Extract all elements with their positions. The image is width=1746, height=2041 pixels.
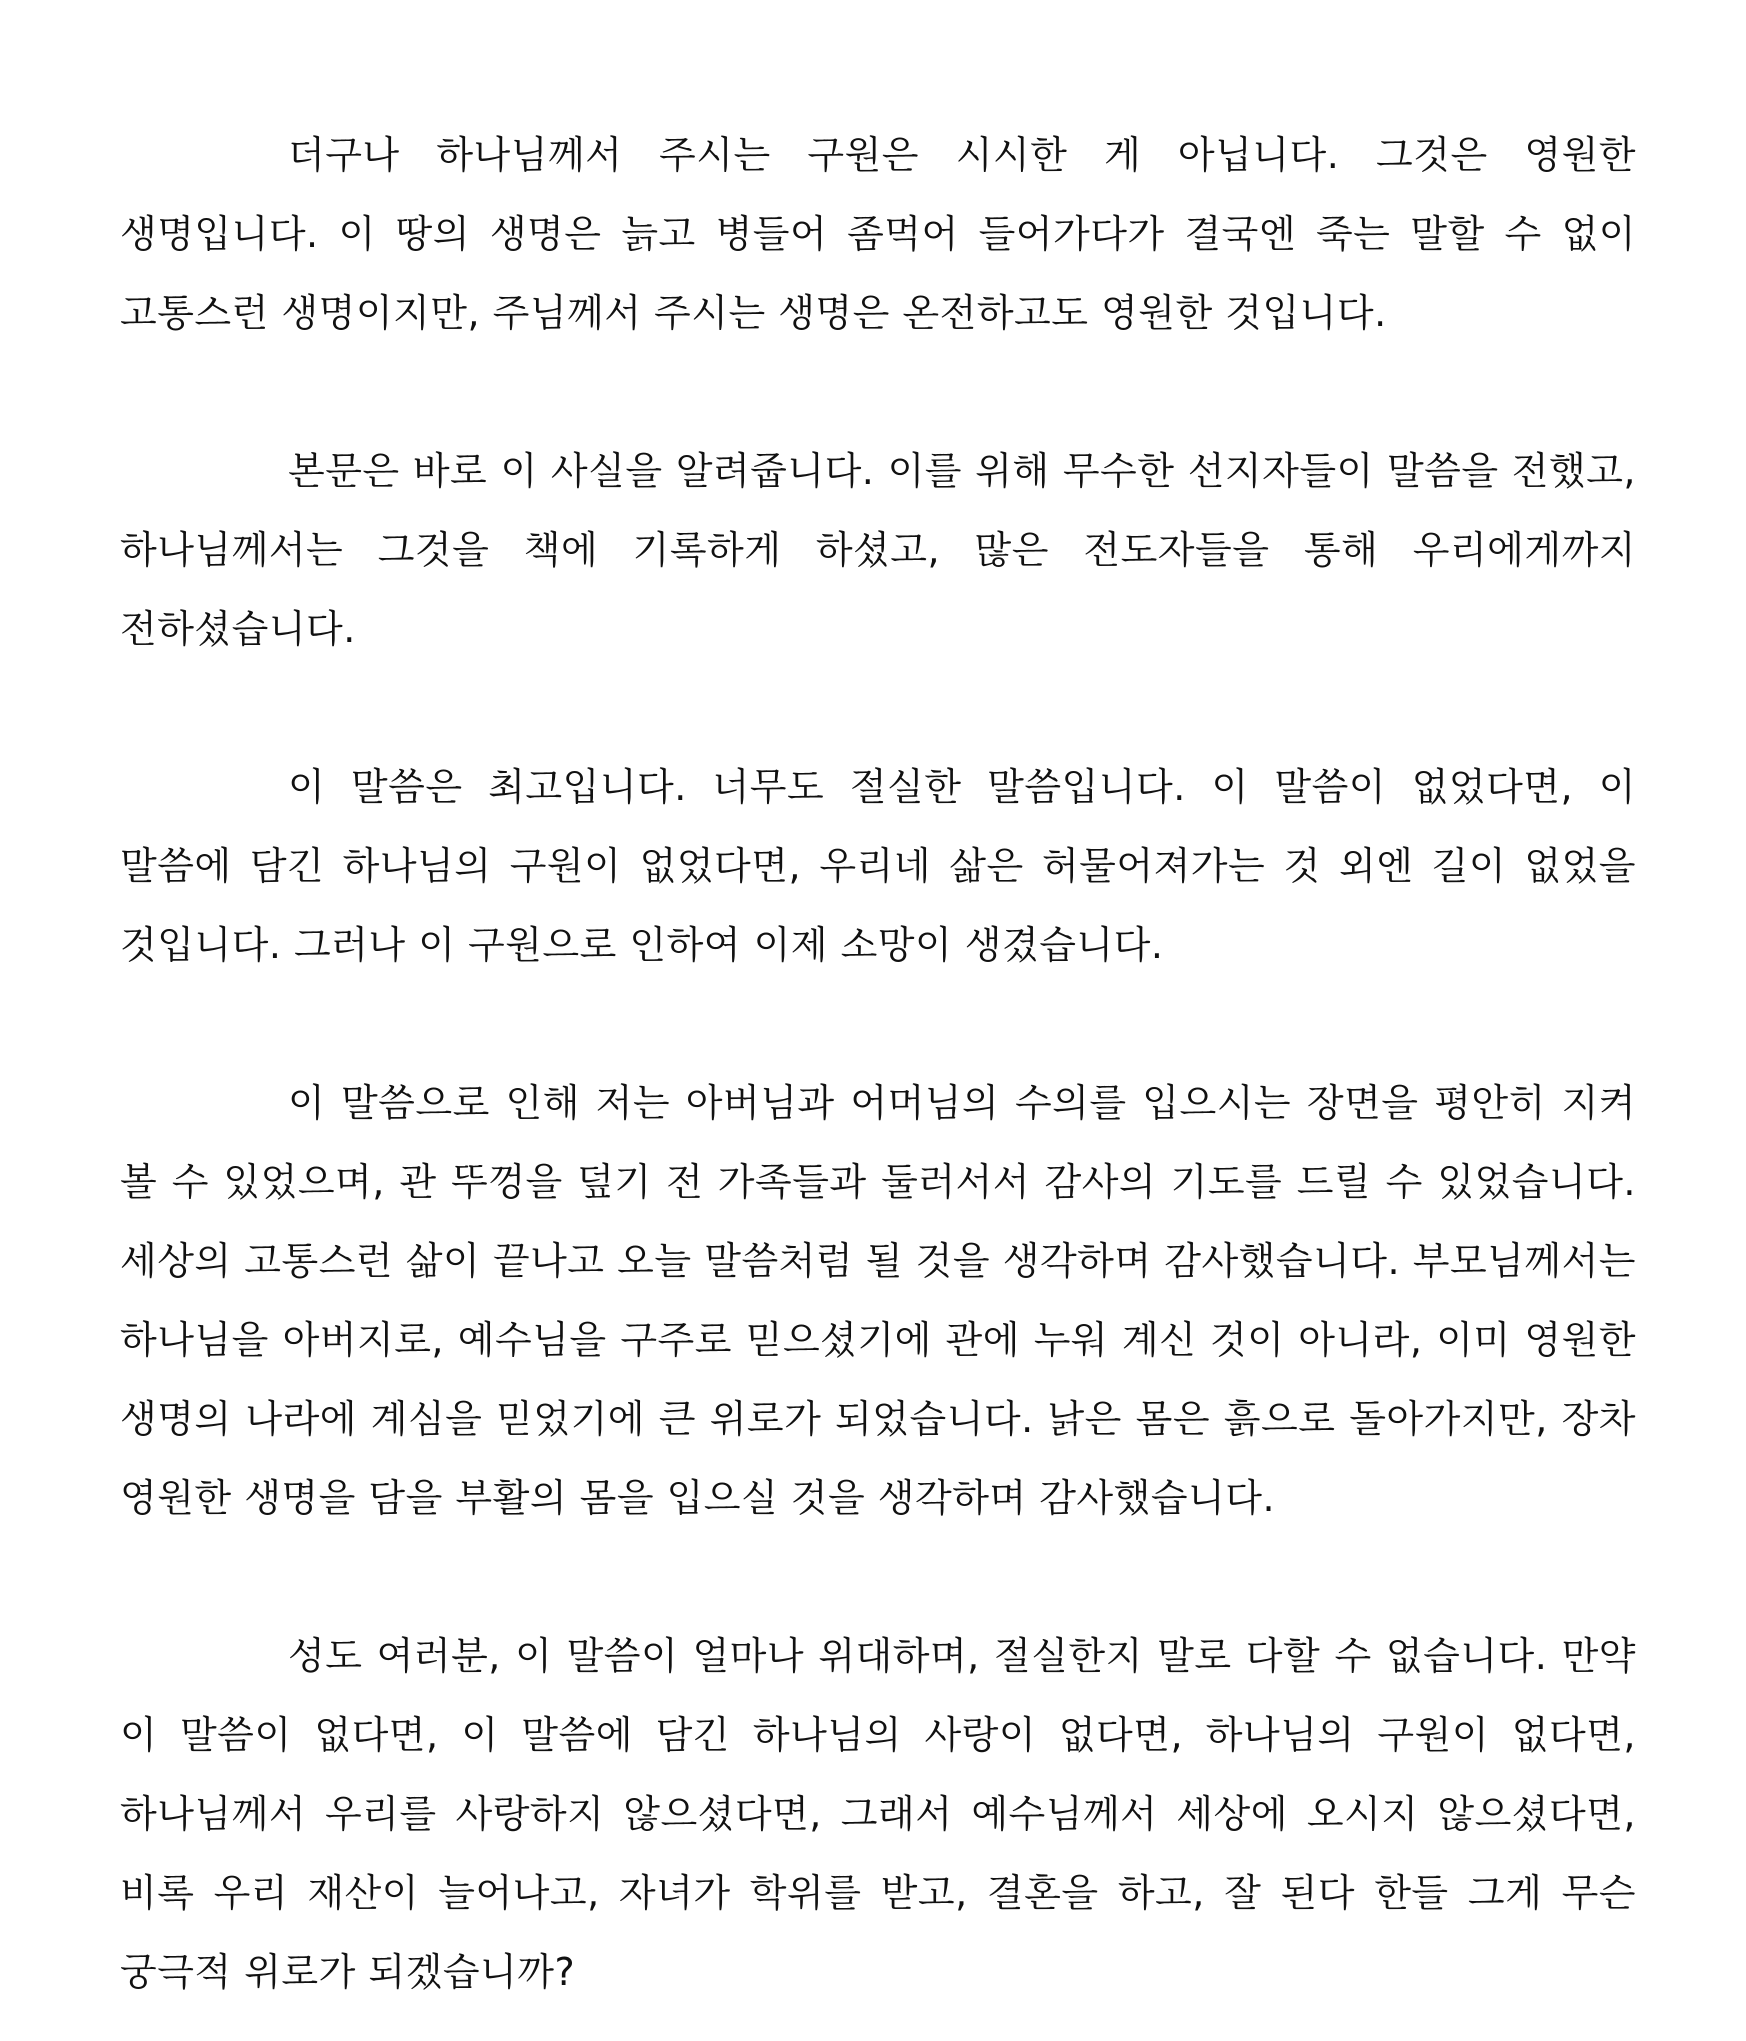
paragraph-1: 더구나 하나님께서 주시는 구원은 시시한 게 아닙니다. 그것은 영원한 생명입니다. 이 땅의 생명은 늙고 병들어 좀먹어 들어가다가 결국엔 죽는 말할 수 없이 고통스런 생명이지만, 주님께서 주시는 생명은 온전하고도 영원한 것입니다. (120, 133, 1636, 335)
paragraph-5: 성도 여러분, 이 말씀이 얼마나 위대하며, 절실한지 말로 다할 수 없습니다. 만약 이 말씀이 없다면, 이 말씀에 담긴 하나님의 사랑이 없다면, 하나님의 구원이 없다면, 하나님께서 우리를 사랑하지 않으셨다면, 그래서 예수님께서 세상에 오시지 않으셨다면, 비록 우리 재산이 늘어나고, 자녀가 학위를 받고, 결혼을 하고, 잘 된다 한들 그게 무슨 궁극적 위로가 되겠습니까? (120, 1634, 1636, 1994)
paragraph-4: 이 말씀으로 인해 저는 아버님과 어머님의 수의를 입으시는 장면을 평안히 지켜 볼 수 있었으며, 관 뚜껑을 덮기 전 가족들과 둘러서서 감사의 기도를 드릴 수 있었습니다. 세상의 고통스런 삶이 끝나고 오늘 말씀처럼 될 것을 생각하며 감사했습니다. 부모님께서는 하나님을 아버지로, 예수님을 구주로 믿으셨기에 관에 누워 계신 것이 아니라, 이미 영원한 생명의 나라에 계심을 믿었기에 큰 위로가 되었습니다. 낡은 몸은 흙으로 돌아가지만, 장차 영원한 생명을 담을 부활의 몸을 입으실 것을 생각하며 감사했습니다. (120, 1081, 1636, 1520)
paragraph-2: 본문은 바로 이 사실을 알려줍니다. 이를 위해 무수한 선지자들이 말씀을 전했고, 하나님께서는 그것을 책에 기록하게 하셨고, 많은 전도자들을 통해 우리에게까지 전하셨습니다. (120, 449, 1636, 651)
document-body (120, 116, 1636, 2012)
paragraph-3: 이 말씀은 최고입니다. 너무도 절실한 말씀입니다. 이 말씀이 없었다면, 이 말씀에 담긴 하나님의 구원이 없었다면, 우리네 삶은 허물어져가는 것 외엔 길이 없었을 것입니다. 그러나 이 구원으로 인하여 이제 소망이 생겼습니다. (120, 765, 1636, 967)
